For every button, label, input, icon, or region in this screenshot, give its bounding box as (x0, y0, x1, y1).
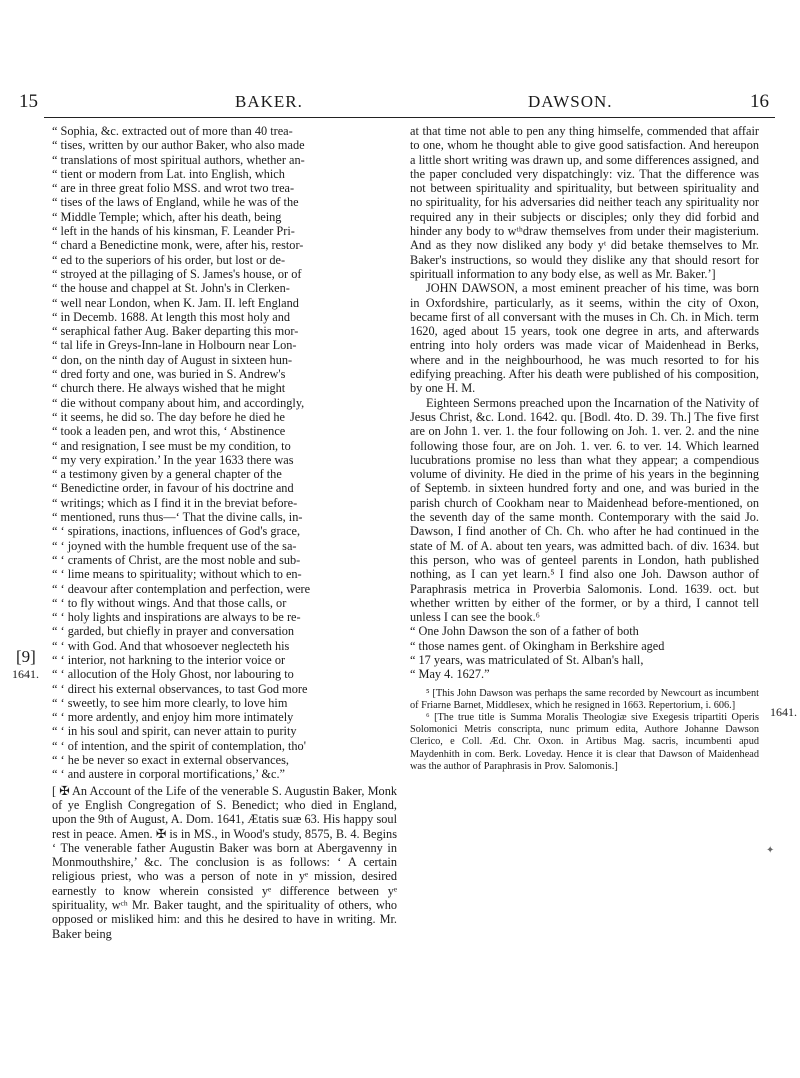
text-line: “ dred forty and one, was buried in S. Andrew's (52, 367, 286, 382)
text-line: “ ‘ with God. And that whosoever neglecteth his (52, 638, 290, 653)
header-rule (44, 117, 775, 118)
left-page-number: 15 (19, 91, 38, 112)
text-line: “ stroyed at the pillaging of S. James's house, or of (52, 266, 302, 281)
text-line: “ a testimony given by a general chapter of the (52, 467, 282, 482)
right-column (410, 124, 759, 773)
text-line: “ ‘ allocution of the Holy Ghost, nor labouring to (52, 667, 294, 682)
text-line: “ well near London, when K. Jam. II. left England (52, 295, 299, 310)
text-line: “ are in three great folio MSS. and wrot two trea- (52, 181, 295, 196)
text-line: “ Middle Temple; which, after his death, being (52, 209, 282, 224)
text-line: “ mentioned, runs thus—‘ That the divine calls, in- (52, 510, 303, 525)
text-line: “ ‘ sweetly, to see him more clearly, to love him (52, 695, 288, 710)
right-running-title: DAWSON. (528, 92, 613, 111)
text-line: “ church there. He always wished that he might (52, 381, 286, 396)
quote-line: “ 17 years, was matriculated of St. Alban's hall, (410, 652, 644, 667)
text-line: “ tises, written by our author Baker, who also made (52, 138, 305, 153)
text-line: “ ‘ deavour after contemplation and perfection, were (52, 581, 311, 596)
footnotes (410, 688, 759, 773)
left-running-title: BAKER. (235, 92, 303, 111)
text-line: “ it seems, he did so. The day before he died he (52, 409, 285, 424)
text-line: “ tient or modern from Lat. into English, which (52, 166, 285, 181)
matriculation-quote (410, 624, 759, 681)
text-line: “ ‘ and austere in corporal mortifications,’ &c.” (52, 767, 285, 782)
text-line: “ ‘ to fly without wings. And that those calls, or (52, 595, 287, 610)
text-line: “ Sophia, &c. extracted out of more than 40 trea- (52, 124, 293, 138)
text-line: “ ‘ lime means to spirituality; without which to en- (52, 567, 302, 582)
text-line: “ ‘ joyned with the humble frequent use of the sa- (52, 538, 297, 553)
text-line: “ ‘ garded, but chiefly in prayer and conversation (52, 624, 295, 639)
text-line: “ writings; which as I find it in the breviat before- (52, 495, 298, 510)
text-line: “ ‘ interior, not harkning to the interior voice or (52, 652, 286, 667)
text-line: “ ‘ craments of Christ, are the most noble and sub- (52, 552, 301, 567)
sermons-paragraph: Eighteen Sermons preached upon the Incarnation of the Nativity of Jesus Christ, &c. Lond. 1642. qu. [Bodl. 4to. D. 39. Th.] The five first are on John 1. ver. 1. the four following on Joh. 1. ver. 2. and the nine following those four, are on Joh. 1. ver. 6. to ver. 14. Which learned lucubrations promise no less than what they appear; a compendious volume of divinity. He died in the prime of his years in the beginning of Septemb. in sixteen hundred forty and one, and was buried in the parish church of Cookham near to Maidenhead before-mentioned, on the seventh day of the same month. Contemporary with the said Jo. Dawson, I find another of Ch. Ch. who after he had continued in the state of M. of A. about ten years, was admitted bach. of div. 1634. but this person, who was of genteel parents in London, hath published nothing, as I can yet learn.⁵ I find also one Joh. Dawson author of Paraphrasis metrica in Proverbia Salomonis. Lond. 1639. oct. but whether written by either of the former, or by a third, I cannot tell unless I can see the book.⁶ (410, 395, 759, 625)
quote-line: “ One John Dawson the son of a father of both (410, 624, 639, 639)
margin-year-left: 1641. (12, 667, 39, 681)
text-line: “ ‘ of intention, and the spirit of contemplation, tho' (52, 738, 306, 753)
continuation-paragraph: at that time not able to pen any thing himselfe, commended that affair to one, whom he thought able to give good satisfaction. And hereupon a little short writing was drawn up, and some differences assigned, and the paper concluded very dispatchingly: viz. That the difference was not between spirituality and spirituality, but between spirituality and no spirituality, for his adversaries did neither teach any spirituality nor required any in their subjects or disciples; only they did forbid and hinder any body to wᵗʰdraw themselves from under their magisterium. And as they now disliked any body yᵗ did betake themselves to Mr. Baker's instructions, so would they dislike any that should resort for spirituall information to any body else, as well as Mr. Baker.’] (410, 124, 759, 281)
text-line: “ ‘ more ardently, and enjoy him more intimately (52, 710, 294, 725)
footnote-6: ⁶ [The true title is Summa Moralis Theologiæ sive Exegesis tripartiti Operis Solomonici Metris conscripta, nunc primum edita, Authore Johanne Dawson Clerico, e Coll. Æd. Chr. Oxon. in Artibus Mag. sacris, incumbenti apud Maydenhith in com. Berk. Loveday. Hence it is clear that Dawson of Maidenhead was the author of Paraphrasis in Prov. Salomonis.] (410, 711, 759, 772)
text-line: “ the house and chappel at St. John's in Clerken- (52, 281, 290, 296)
quote-line: “ those names gent. of Okingham in Berkshire aged (410, 638, 665, 653)
text-line: “ took a leaden pen, and wrot this, ‘ Abstinence (52, 424, 286, 439)
text-line: “ seraphical father Aug. Baker departing this mor- (52, 324, 299, 339)
right-page-number: 16 (750, 91, 769, 112)
text-line: “ ‘ spirations, inactions, influences of God's grace, (52, 524, 301, 539)
text-line: “ die without company about him, and accordingly, (52, 395, 305, 410)
text-line: “ tises of the laws of England, while he was of the (52, 195, 299, 210)
text-line: “ ‘ he be never so exact in external observances, (52, 753, 289, 768)
text-line: “ in Decemb. 1688. At length this most holy and (52, 309, 291, 324)
text-line: “ ‘ holy lights and inspirations are always to be re- (52, 610, 301, 625)
text-line: “ don, on the ninth day of August in sixteen hun- (52, 352, 293, 367)
left-column (52, 124, 397, 941)
text-line: “ ‘ in his soul and spirit, can never attain to purity (52, 724, 297, 739)
text-line: “ my very expiration.’ In the year 1633 there was (52, 452, 294, 467)
dawson-paragraph: JOHN DAWSON, a most eminent preacher of his time, was born in Oxfordshire, particularly, as it seems, within the city of Oxon, became first of all conversant with the muses in Ch. Ch. in Mich. term 1620, aged about 15 years, took one degree in arts, and afterwards entring into holy orders was made vicar of Maidenhead in Berks, where and in the neighbourhood, he was much resorted to for his edifying preaching. After his death were published of his composition, by one H. M. (410, 281, 759, 396)
margin-bracket-number: [9] (16, 647, 36, 666)
text-line: “ Benedictine order, in favour of his doctrine and (52, 481, 294, 496)
quote-line: “ May 4. 1627.” (410, 667, 490, 682)
text-line: “ ‘ direct his external observances, to tast God more (52, 681, 308, 696)
bracket-note: [ ✠ An Account of the Life of the venerable S. Augustin Baker, Monk of ye English Congregation of S. Benedict; who died in England, upon the 9th of August, A. Dom. 1641, Ætatis suæ 63. His happy soul rest in peace. Amen. ✠ is in MS., in Wood's study, 8575, B. 4. Begins ‘ The venerable father Augustin Baker was born at Abergavenny in Monmouthshire,’ &c. The conclusion is as follows: ‘ A certain religious priest, who was a person of note in yᵉ mission, desired earnestly to know wherein consisted yᵉ difference between yᵉ spirituality, wᶜʰ Mr. Baker taught, and the spirituality of others, who opposed or misliked him: and this he desired to have in writing. Mr. Baker being (52, 783, 397, 941)
quoted-lines (52, 124, 397, 782)
margin-mark: ✦ (766, 845, 775, 856)
text-line: “ tal life in Greys-Inn-lane in Holbourn near Lon- (52, 338, 297, 353)
text-line: “ translations of most spiritual authors, whether an- (52, 152, 305, 167)
text-line: “ chard a Benedictine monk, were, after his, restor- (52, 238, 304, 253)
text-line: “ ed to the superiors of his order, but lost or de- (52, 252, 286, 267)
text-line: “ left in the hands of his kinsman, F. Leander Pri- (52, 224, 295, 239)
text-line: “ and resignation, I see must be my condition, to (52, 438, 291, 453)
margin-year-right: 1641. (770, 705, 797, 719)
footnote-5: ⁵ [This John Dawson was perhaps the same recorded by Newcourt as incumbent of Friarne Barnet, Middlesex, which he resigned in 1663. Repertorium, i. 606.] (410, 687, 759, 711)
